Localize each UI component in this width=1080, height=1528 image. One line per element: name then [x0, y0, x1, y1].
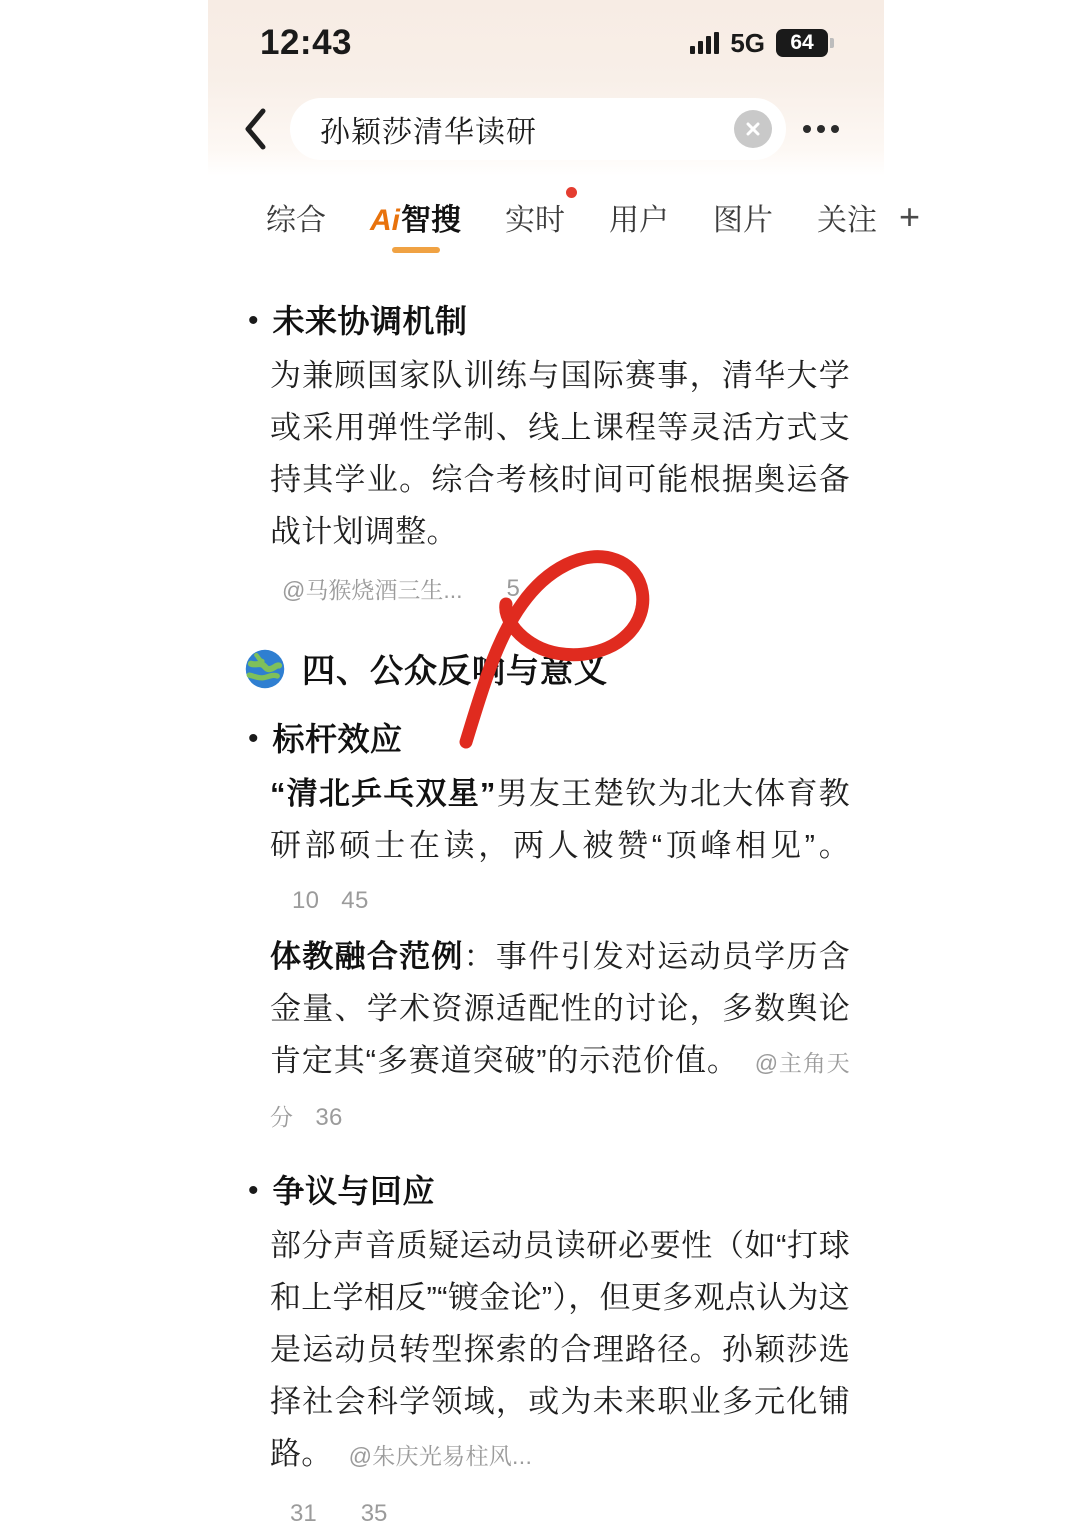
- status-bar: [208, 0, 884, 86]
- tab-shishi[interactable]: [483, 195, 587, 239]
- tab-label: 用户: [609, 204, 669, 237]
- search-bar: [208, 86, 884, 172]
- tab-label: 综合: [266, 204, 326, 237]
- paragraph-benchmark: [270, 768, 850, 927]
- signal-bars-icon: [690, 32, 719, 54]
- bullet-title: 未来协调机制: [272, 303, 468, 339]
- source-count[interactable]: 35: [360, 1500, 388, 1527]
- tab-new-dot-badge: [566, 187, 577, 198]
- phone-screenshot: [208, 0, 921, 1527]
- bullet-dot-icon: •: [248, 1174, 259, 1207]
- section-heading-public-response: [244, 645, 850, 692]
- paragraph-body: ：事件引发对运动员学历含金量、学术资源适配性的讨论，多数舆论肯定其“多赛道突破”的示范价值。: [270, 939, 850, 1078]
- source-count[interactable]: 31: [290, 1500, 317, 1527]
- source-count[interactable]: 5: [506, 574, 520, 602]
- source-tag[interactable]: @主角天分: [270, 1050, 850, 1130]
- source-tag[interactable]: @马猴烧酒三生...: [282, 577, 463, 603]
- search-input[interactable]: [290, 98, 786, 160]
- bullet-title: 标杆效应: [272, 721, 403, 757]
- tab-yonghu[interactable]: [587, 195, 691, 239]
- source-count[interactable]: 36: [315, 1104, 343, 1131]
- tab-label: 关注: [817, 204, 877, 237]
- answer-content: [208, 258, 884, 1528]
- bullet-dot-icon: •: [248, 722, 259, 755]
- bullet-dot-icon: •: [248, 304, 259, 337]
- tab-bar: [208, 176, 921, 258]
- tab-ai-zhisou[interactable]: [348, 195, 483, 239]
- bullet-heading-controversy: [248, 1166, 850, 1212]
- search-query-text[interactable]: 孙颖莎清华读研: [320, 116, 537, 149]
- app-header: [208, 0, 884, 176]
- paragraph-body: 男友王楚钦为北大体育教研部硕士在读，两人被赞“顶峰相见”。: [270, 776, 850, 863]
- ai-badge-label: Ai: [370, 204, 400, 237]
- clear-icon[interactable]: [734, 110, 772, 148]
- tab-label: 实时: [505, 204, 565, 237]
- tab-label: 智搜: [401, 204, 461, 237]
- bullet-heading-benchmark: [248, 714, 850, 760]
- status-indicators: [690, 28, 828, 59]
- bullet-heading-future-mechanism: [248, 296, 850, 342]
- tab-zonghe[interactable]: [244, 195, 348, 239]
- paragraph-lead-term: 体教融合范例: [270, 939, 464, 974]
- tab-active-underline: [392, 247, 440, 253]
- paragraph-future-mechanism: 为兼顾国家队训练与国际赛事，清华大学或采用弹性学制、线上课程等灵活方式支持其学业。综合考核时间可能根据奥运备战计划调整。: [270, 358, 850, 549]
- network-type-label: 5G: [730, 27, 765, 58]
- paragraph-sports-education: [270, 931, 850, 1144]
- back-button[interactable]: [226, 100, 284, 158]
- paragraph-controversy: [270, 1220, 850, 1482]
- paragraph-body: 部分声音质疑运动员读研必要性（如“打球和上学相反”“镀金论”），但更多观点认为这是运动员转型探索的合理路径。孙颖莎选择社会科学领域，或为未来职业多元化铺路。: [270, 1228, 850, 1471]
- battery-icon: [776, 29, 828, 57]
- paragraph-lead-term: “清北乒乓双星”: [270, 776, 496, 811]
- globe-icon: [244, 648, 286, 690]
- source-tag[interactable]: @朱庆光易柱风...: [348, 1443, 533, 1469]
- source-count[interactable]: 45: [341, 887, 369, 914]
- status-time: 12:43: [260, 23, 353, 62]
- tab-guanzhu[interactable]: [795, 195, 899, 239]
- section-title: 四、公众反响与意义: [302, 652, 608, 689]
- source-row-4: [290, 1500, 850, 1528]
- battery-level-label: 64: [790, 31, 814, 54]
- source-count[interactable]: 10: [292, 887, 320, 914]
- source-row-1: [282, 572, 850, 605]
- tab-tupian[interactable]: [691, 195, 795, 239]
- more-horizontal-icon[interactable]: [790, 98, 852, 160]
- tab-label: 图片: [713, 204, 773, 237]
- add-tab-button[interactable]: +: [899, 196, 921, 237]
- bullet-title: 争议与回应: [272, 1173, 436, 1209]
